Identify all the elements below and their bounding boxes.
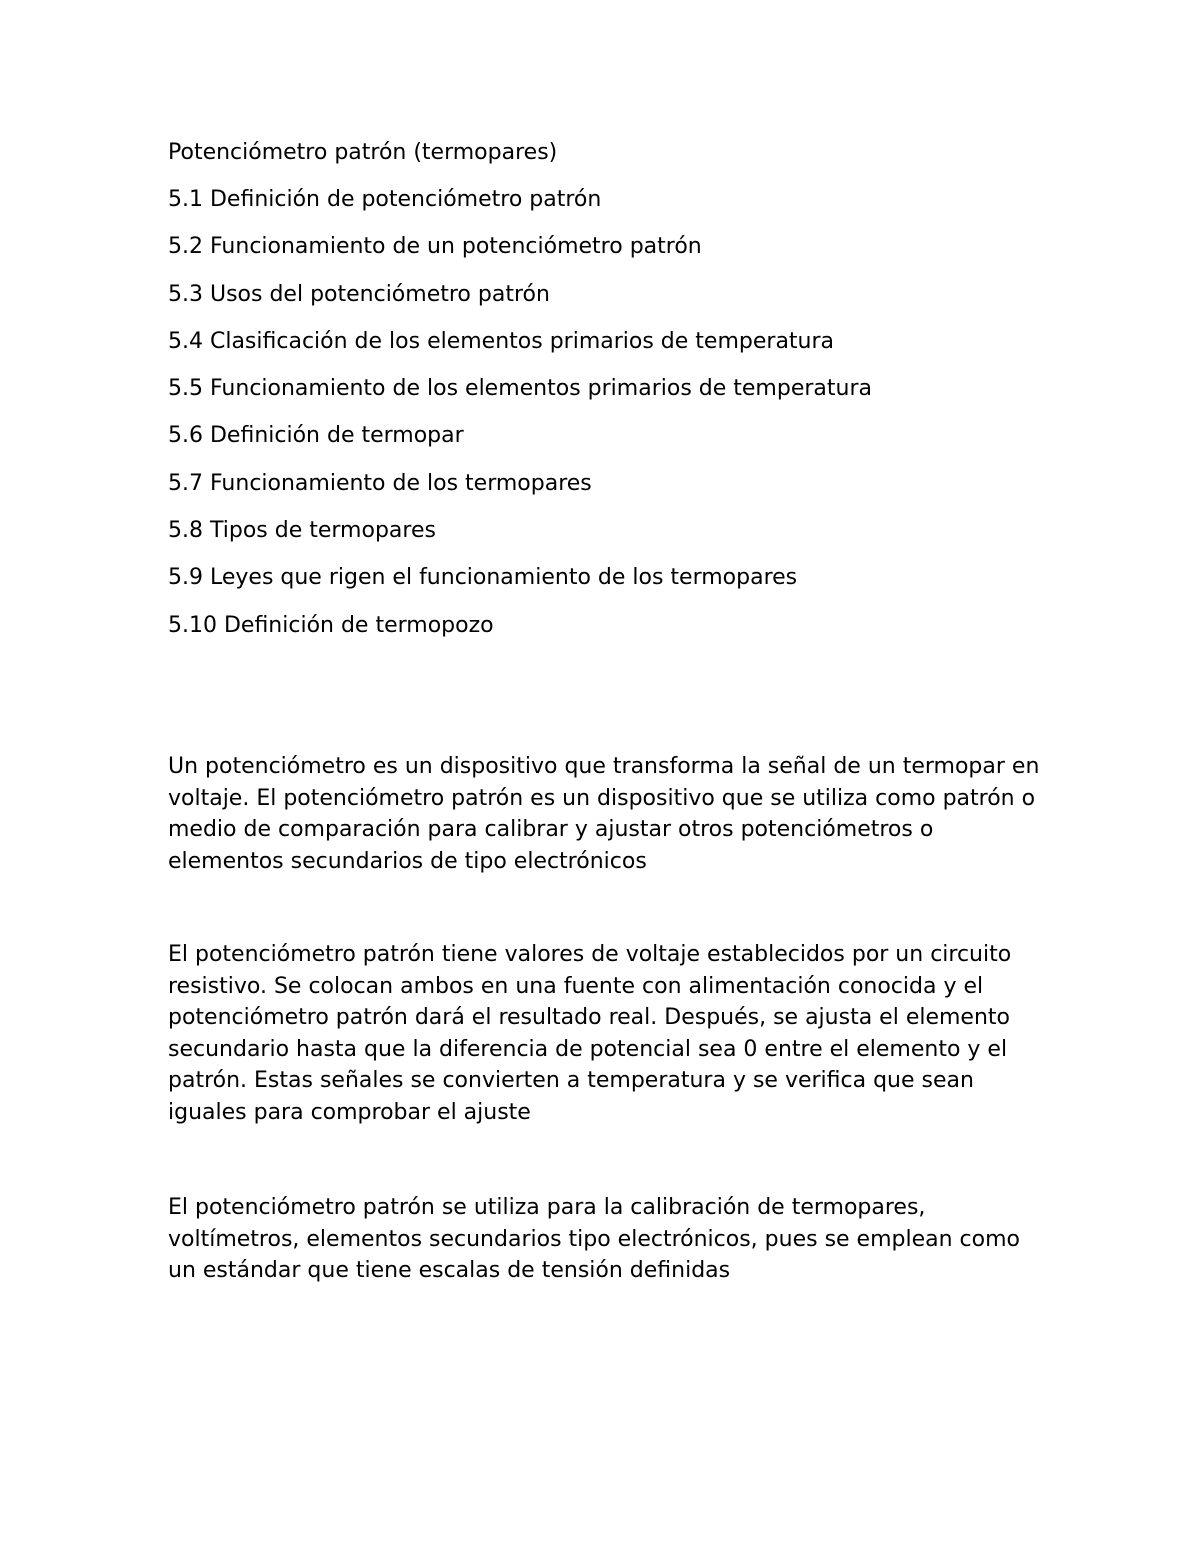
toc-item: 5.1 Definición de potenciómetro patrón (168, 187, 602, 212)
toc-item: 5.6 Definición de termopar (168, 423, 464, 449)
toc-item: 5.7 Funcionamiento de los termopares (168, 470, 592, 496)
toc-item: 5.9 Leyes que rigen el funcionamiento de los termopares (168, 565, 798, 591)
paragraph-uses: El potenciómetro patrón se utiliza para la calibración de termopares, voltímetros, elementos secundarios tipo electrónicos, pues se emplean como un estándar que tiene escalas de tensión definidas (168, 1195, 1020, 1283)
table-of-contents (168, 184, 1048, 642)
document-body (168, 137, 1048, 1283)
paragraph-operation: El potenciómetro patrón tiene valores de voltaje establecidos por un circuito resistivo. Se colocan ambos en una fuente con alimentación conocida y el potenciómetro patrón dará el resultado real. Después, se ajusta el elemento secundario hasta que la diferencia de potencial sea 0 entre el elemento y el patrón. Estas señales se convierten a temperatura y se verifica que sean iguales para comprobar el ajuste (168, 942, 1012, 1125)
toc-item: 5.5 Funcionamiento de los elementos primarios de temperatura (168, 376, 872, 402)
toc-item: 5.2 Funcionamiento de un potenciómetro patrón (168, 234, 702, 260)
paragraph-definition: Un potenciómetro es un dispositivo que transforma la señal de un termopar en voltaje. El potenciómetro patrón es un dispositivo que se utiliza como patrón o medio de comparación para calibrar y ajustar otros potenciómetros o elementos secundarios de tipo electrónicos (168, 754, 1040, 874)
toc-item: 5.3 Usos del potenciómetro patrón (168, 281, 550, 307)
document-title: Potenciómetro patrón (termopares) (168, 140, 558, 165)
toc-item: 5.4 Clasificación de los elementos primarios de temperatura (168, 328, 835, 354)
toc-item: 5.10 Definición de termopozo (168, 612, 494, 638)
toc-item: 5.8 Tipos de termopares (168, 518, 436, 544)
